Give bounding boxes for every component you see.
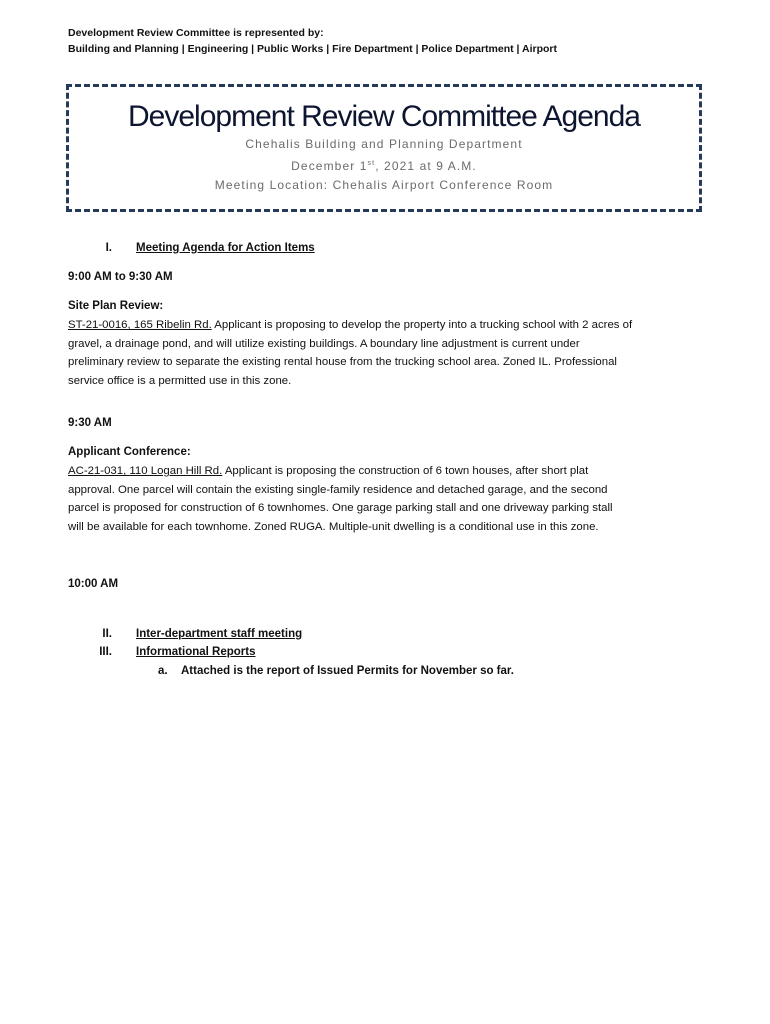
item-1-description	[68, 316, 708, 390]
item-2-line-4: will be available for each townhome. Zoned RUGA. Multiple-unit dwelling is a conditional use in this zone.	[68, 520, 599, 533]
section-3-numeral: III.	[99, 646, 112, 658]
meeting-date-suffix-sup: st	[367, 160, 376, 167]
item-2-line-3: parcel is proposed for construction of 6 townhomes. One garage parking stall and one driveway parking stall	[68, 502, 613, 514]
meeting-date-prefix: December 1	[291, 159, 368, 173]
item-3-time: 10:00 AM	[68, 578, 119, 590]
item-1-reference: ST-21-0016, 165 Ribelin Rd.	[68, 319, 212, 331]
committee-intro: Development Review Committee is represented by:	[68, 27, 324, 39]
item-1-line-4: service office is a permitted use in this zone.	[68, 374, 292, 387]
meeting-location: Meeting Location: Chehalis Airport Conference Room	[214, 178, 554, 192]
item-1-label: Site Plan Review:	[68, 300, 164, 312]
title-box	[66, 84, 702, 212]
item-1-line-2: gravel, a drainage pond, and will utilize existing buildings. A boundary line adjustment is current under	[68, 337, 580, 350]
section-3-heading: Informational Reports	[136, 646, 256, 658]
section-1-numeral: I.	[105, 242, 112, 254]
committee-header	[68, 25, 557, 57]
section-2-numeral: II.	[102, 628, 112, 640]
item-1-line-3: preliminary review to separate the existing rental house from the trucking school area. Zoned IL. Professional	[68, 356, 617, 368]
meeting-date	[69, 154, 699, 176]
item-1-line-1: Applicant is proposing to develop the property into a trucking school with 2 acres of	[211, 319, 633, 331]
section-3-sub-letter: a.	[158, 665, 168, 677]
section-1-heading: Meeting Agenda for Action Items	[136, 242, 315, 254]
item-1-time: 9:00 AM to 9:30 AM	[68, 271, 173, 283]
section-2-heading: Inter-department staff meeting	[136, 628, 303, 640]
item-2-description	[68, 462, 708, 536]
page-title: Development Review Committee Agenda	[128, 100, 640, 133]
item-2-label: Applicant Conference:	[68, 446, 191, 458]
committee-departments: Building and Planning | Engineering | Public Works | Fire Department | Police Department | Airport	[68, 43, 557, 55]
item-2-reference: AC-21-031, 110 Logan Hill Rd.	[68, 465, 223, 477]
section-3-sub-text: Attached is the report of Issued Permits for November so far.	[181, 665, 514, 677]
department-name: Chehalis Building and Planning Department	[245, 137, 523, 151]
item-2-line-2: approval. One parcel will contain the existing single-family residence and detached garage, and the second	[68, 483, 608, 496]
meeting-date-time: , 2021 at 9 A.M.	[375, 159, 477, 173]
item-2-time: 9:30 AM	[68, 417, 112, 429]
item-2-line-1: Applicant is proposing the construction of 6 town houses, after short plat	[222, 465, 589, 477]
